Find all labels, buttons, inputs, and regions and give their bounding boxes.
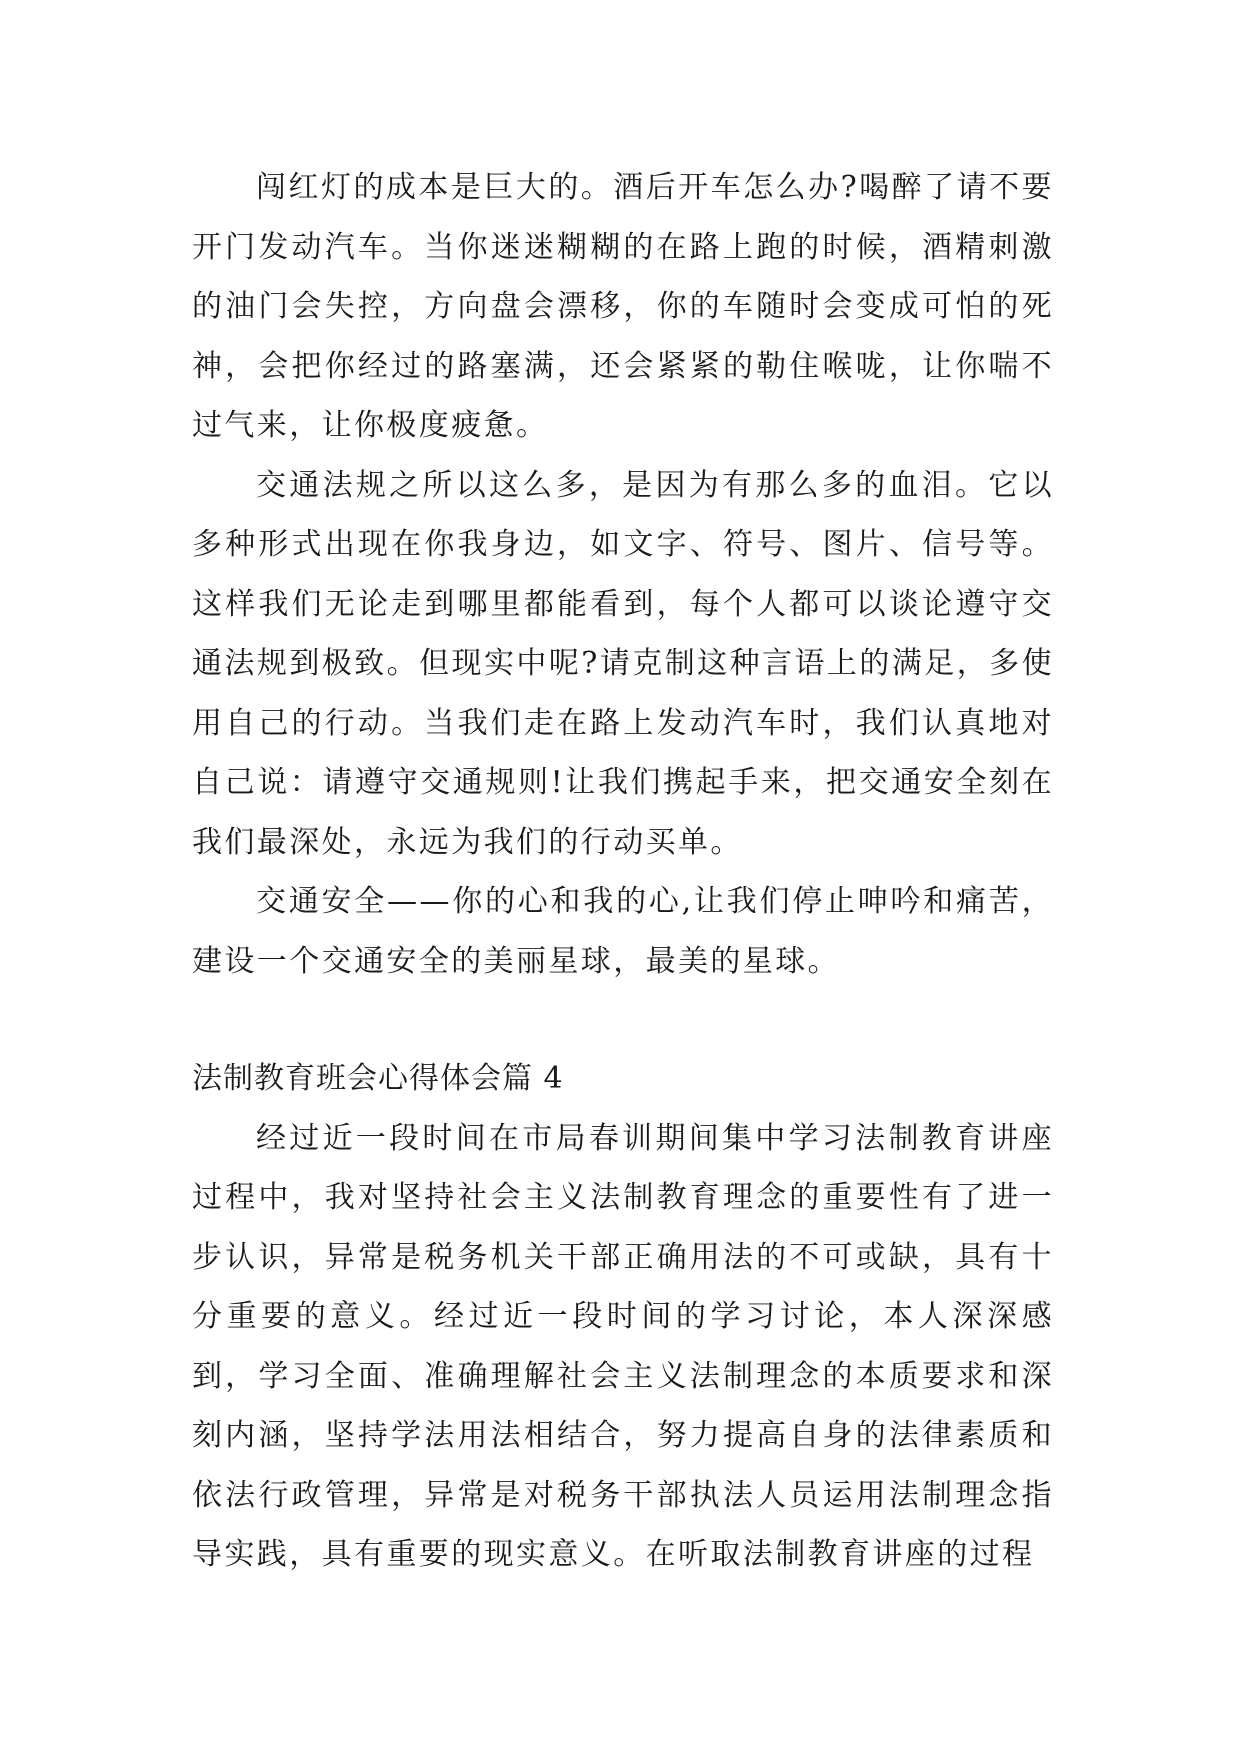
document-body [192,158,1054,1585]
paragraph-traffic-safety: 交通安全——你的心和我的心,让我们停止呻吟和痛苦，建设一个交通安全的美丽星球，最美的星球。 [192,884,1054,979]
paragraph-traffic-laws: 交通法规之所以这么多，是因为有那么多的血泪。它以多种形式出现在你我身边，如文字、符号、图片、信号等。这样我们无论走到哪里都能看到，每个人都可以谈论遵守交通法规到极致。但现实中呢?请克制这种言语上的满足，多使用自己的行动。当我们走在路上发动汽车时，我们认真地对自己说：请遵守交通规则!让我们携起手来，把交通安全刻在我们最深处，永远为我们的行动买单。 [192,467,1054,860]
paragraph-drunk-driving: 闯红灯的成本是巨大的。酒后开车怎么办?喝醉了请不要开门发动汽车。当你迷迷糊糊的在路上跑的时候，酒精刺激的油门会失控，方向盘会漂移，你的车随时会变成可怕的死神，会把你经过的路塞满，还会紧紧的勒住喉咙，让你喘不过气来，让你极度疲惫。 [192,170,1054,443]
section-heading: 法制教育班会心得体会篇 4 [192,1061,564,1096]
paragraph-legal-education: 经过近一段时间在市局春训期间集中学习法制教育讲座过程中，我对坚持社会主义法制教育理念的重要性有了进一步认识，异常是税务机关干部正确用法的不可或缺，具有十分重要的意义。经过近一段时间的学习讨论，本人深深感到，学习全面、准确理解社会主义法制理念的本质要求和深刻内涵，坚持学法用法相结合，努力提高自身的法律素质和依法行政管理，异常是对税务干部执法人员运用法制理念指导实践，具有重要的现实意义。在听取法制教育讲座的过程 [192,1120,1054,1572]
